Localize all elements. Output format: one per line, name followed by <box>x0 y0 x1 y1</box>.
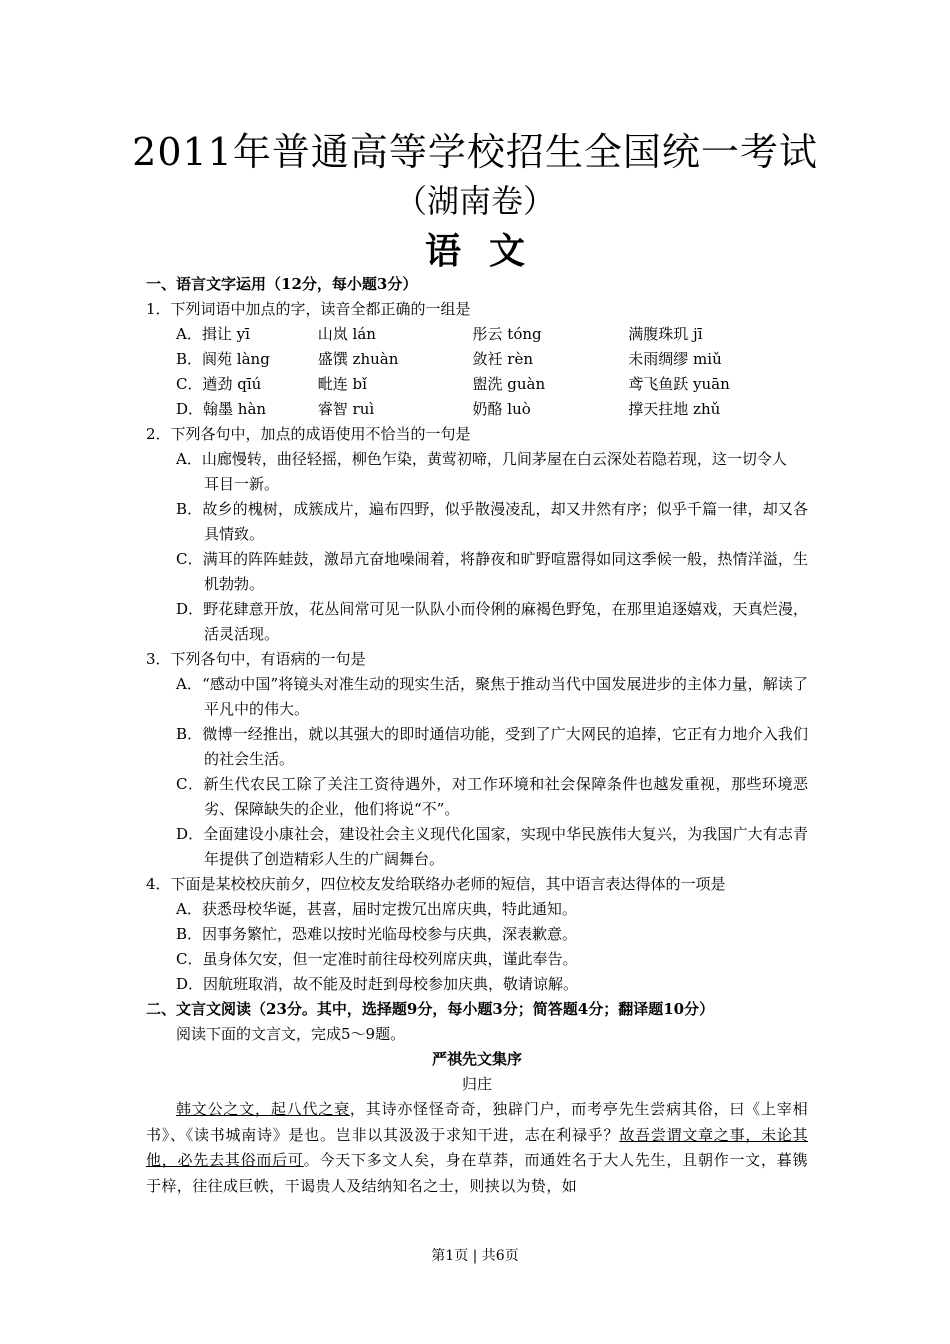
section-heading-1: 一、语言文字运用（12分，每小题3分） <box>146 275 418 293</box>
option-item: D．翰墨 hàn <box>176 400 267 418</box>
question-2-option-b: B．故乡的槐树，成簇成片，遍布四野，似乎散漫凌乱，却又井然有序；似乎千篇一律，却又各具情致。 <box>176 500 808 543</box>
option-item: 盛馔 zhuàn <box>317 350 399 368</box>
page-footer: 第1页 | 共6页 <box>431 1248 519 1264</box>
passage-text: 。今天下多文人矣，身在草莽，而通姓名于大人先生，且朝作一文，暮镌于梓，往往成巨帙，干谒贵人及结纳知名之士，则挟以为贽，如 <box>146 1151 808 1195</box>
question-1-row-a <box>146 322 808 347</box>
exam-content <box>146 272 808 1199</box>
underlined-sentence: 故吾尝谓文章之事，未论其他，必先去其俗而后可 <box>146 1125 809 1169</box>
question-2-option-d: D．野花肆意开放，花丛间常可见一队队小而伶俐的麻褐色野兔，在那里追逐嬉戏，天真烂漫，活灵活现。 <box>176 600 808 643</box>
option-item: 奶酪 luò <box>472 400 531 418</box>
exam-subtitle: （湖南卷） <box>394 182 555 220</box>
question-1-row-b <box>146 347 808 372</box>
question-2-option-a-cont: 耳目一新。 <box>204 475 280 493</box>
question-1-stem: 1．下列词语中加点的字，读音全都正确的一组是 <box>146 300 471 318</box>
passage-paragraph <box>146 1097 808 1199</box>
option-item: C．遒劲 qīú <box>176 375 262 393</box>
question-1-row-c <box>146 372 808 397</box>
question-4-option-b: B．因事务繁忙，恐难以按时光临母校参与庆典，深表歉意。 <box>176 925 578 943</box>
section-heading-2: 二、文言文阅读（23分。其中，选择题9分，每小题3分；简答题4分；翻译题10分） <box>146 1000 715 1018</box>
option-item: 彤云 tóng <box>472 325 542 343</box>
option-item: 未雨绸缪 miǔ <box>628 350 722 368</box>
question-4-option-a: A．获悉母校华诞，甚喜，届时定拨冗出席庆典，特此通知。 <box>176 900 577 918</box>
question-4-option-c: C．虽身体欠安，但一定准时前往母校列席庆典，谨此奉告。 <box>176 950 578 968</box>
option-item: A．揖让 yī <box>176 325 250 343</box>
question-3-stem: 3．下列各句中，有语病的一句是 <box>146 650 366 668</box>
option-item: 鸢飞鱼跃 yuān <box>628 375 730 393</box>
option-item: 敛衽 rèn <box>472 350 534 368</box>
passage-author: 归庄 <box>461 1075 492 1093</box>
question-2-option-a: A．山廊慢转，曲径轻摇，柳色乍染，黄莺初啼，几间茅屋在白云深处若隐若现，这一切令人 <box>176 450 787 468</box>
subject-title: 语文 <box>424 230 553 272</box>
question-4-option-d: D．因航班取消，故不能及时赶到母校参加庆典，敬请谅解。 <box>176 975 579 993</box>
option-item: B．阆苑 làng <box>176 350 270 368</box>
passage-body <box>146 1097 808 1199</box>
option-item: 盥洗 guàn <box>472 375 546 393</box>
question-3-option-c: C．新生代农民工除了关注工资待遇外，对工作环境和社会保障条件也越发重视，那些环境恶劣、保障缺失的企业，他们将说“不”。 <box>176 775 808 818</box>
passage-text: ，其诗亦怪怪奇奇，独辟门户，而考亭先生尝病其俗，曰《上宰相书》、《读书城南诗》是也。岂非以其汲汲于求知干进，志在利禄乎？ <box>146 1100 809 1144</box>
question-1-row-d <box>146 397 808 422</box>
question-3-option-b: B．微博一经推出，就以其强大的即时通信功能，受到了广大网民的追捧，它正有力地介入我们的社会生活。 <box>176 725 808 768</box>
question-2-stem: 2．下列各句中，加点的成语使用不恰当的一句是 <box>146 425 471 443</box>
question-3-option-d: D．全面建设小康社会，建设社会主义现代化国家，实现中华民族伟大复兴，为我国广大有志青年提供了创造精彩人生的广阔舞台。 <box>176 825 808 868</box>
reading-instruction: 阅读下面的文言文，完成5～9题。 <box>176 1025 406 1043</box>
option-item: 山岚 lán <box>317 325 376 343</box>
option-item: 毗连 bǐ <box>317 375 367 393</box>
option-item: 睿智 ruì <box>317 400 375 418</box>
question-4-stem: 4．下面是某校校庆前夕，四位校友发给联络办老师的短信，其中语言表达得体的一项是 <box>146 875 726 893</box>
option-item: 满腹珠玑 jī <box>628 325 703 343</box>
exam-title: 2011年普通高等学校招生全国统一考试 <box>132 130 818 174</box>
question-3-option-a: A．“感动中国”将镜头对准生动的现实生活，聚焦于推动当代中国发展进步的主体力量，解读了平凡中的伟大。 <box>176 675 808 718</box>
passage-title: 严祺先文集序 <box>431 1050 522 1068</box>
underlined-sentence: 韩文公之文，起八代之衰 <box>176 1100 350 1118</box>
option-item: 撑天拄地 zhǔ <box>628 400 721 418</box>
question-2-option-c: C．满耳的阵阵蛙鼓，激昂亢奋地噪闹着，将静夜和旷野喧嚣得如同这季候一般，热情洋溢，生机勃勃。 <box>176 550 808 593</box>
